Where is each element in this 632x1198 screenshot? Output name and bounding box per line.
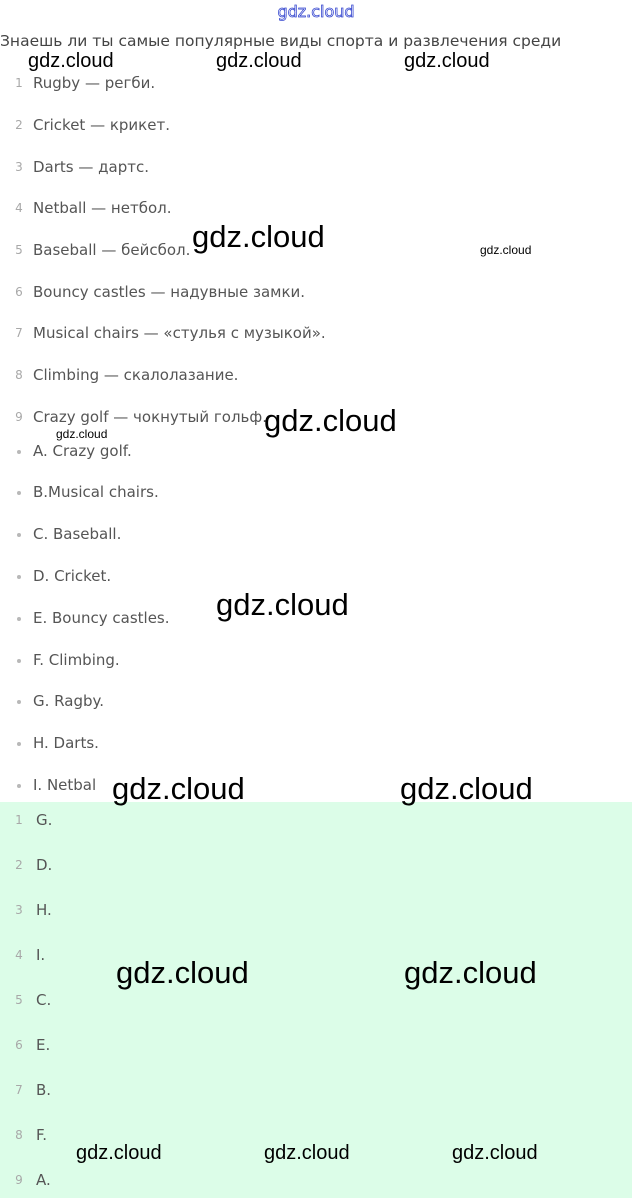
answer-number: 1 — [15, 813, 23, 827]
answer-text: H. — [36, 901, 52, 919]
item-number: 5 — [15, 243, 23, 257]
answer-text: G. — [36, 811, 53, 829]
item-text: Darts — дартс. — [33, 158, 149, 176]
answer-number: 6 — [15, 1038, 23, 1052]
item-text: Rugby — регби. — [33, 74, 156, 92]
watermark: gdz.cloud — [404, 955, 537, 990]
watermark: gdz.cloud — [28, 50, 114, 72]
item-text: G. Ragby. — [33, 692, 104, 710]
item-text: Climbing — скалолазание. — [33, 366, 239, 384]
watermark: gdz.cloud — [76, 1142, 162, 1164]
task-intro: Знаешь ли ты самые популярные виды спорта и развлечения среди — [0, 32, 562, 50]
answer-text: I. — [36, 946, 46, 964]
watermark: gdz.cloud — [264, 1142, 350, 1164]
item-text: H. Darts. — [33, 734, 99, 752]
bullet-dot — [17, 617, 21, 621]
item-number: 2 — [15, 118, 23, 132]
watermark: gdz.cloud — [264, 403, 397, 438]
answer-text: A. — [36, 1171, 51, 1189]
item-text: Crazy golf — чокнутый гольф. — [33, 408, 267, 426]
answer-number: 8 — [15, 1128, 23, 1142]
watermark: gdz.cloud — [452, 1142, 538, 1164]
watermark: gdz.cloud — [56, 427, 108, 441]
bullet-dot — [17, 491, 21, 495]
site-logo[interactable]: gdz.cloud — [277, 2, 355, 21]
answer-text: B. — [36, 1081, 52, 1099]
answer-text: E. — [36, 1036, 51, 1054]
item-text: Bouncy castles — надувные замки. — [33, 283, 306, 301]
item-text: A. Crazy golf. — [33, 442, 132, 460]
item-text: Musical chairs — «стулья с музыкой». — [33, 324, 326, 342]
watermark: gdz.cloud — [112, 771, 245, 806]
watermark: gdz.cloud — [216, 50, 302, 72]
item-number: 4 — [15, 201, 23, 215]
watermark: gdz.cloud — [116, 955, 249, 990]
answer-number: 3 — [15, 903, 23, 917]
item-text: F. Climbing. — [33, 651, 120, 669]
answer-text: F. — [36, 1126, 47, 1144]
answer-text: D. — [36, 856, 53, 874]
item-number: 8 — [15, 368, 23, 382]
bullet-dot — [17, 700, 21, 704]
bullet-dot — [17, 784, 21, 788]
item-number: 6 — [15, 285, 23, 299]
item-text: B.Musical chairs. — [33, 483, 159, 501]
item-number: 7 — [15, 326, 23, 340]
item-number: 3 — [15, 160, 23, 174]
bullet-dot — [17, 742, 21, 746]
item-text: Netball — нетбол. — [33, 199, 172, 217]
item-text: Cricket — крикет. — [33, 116, 170, 134]
bullet-dot — [17, 533, 21, 537]
answer-number: 9 — [15, 1173, 23, 1187]
answer-number: 7 — [15, 1083, 23, 1097]
answer-text: C. — [36, 991, 52, 1009]
item-text: D. Cricket. — [33, 567, 112, 585]
answer-number: 2 — [15, 858, 23, 872]
answers-block — [0, 802, 632, 1198]
item-text: C. Baseball. — [33, 525, 122, 543]
bullet-dot — [17, 659, 21, 663]
item-text: E. Bouncy castles. — [33, 609, 170, 627]
watermark: gdz.cloud — [192, 219, 325, 254]
answer-number: 5 — [15, 993, 23, 1007]
item-number: 1 — [15, 76, 23, 90]
item-text: Baseball — бейсбол. — [33, 241, 191, 259]
watermark: gdz.cloud — [216, 587, 349, 622]
bullet-dot — [17, 575, 21, 579]
watermark: gdz.cloud — [404, 50, 490, 72]
watermark: gdz.cloud — [400, 771, 533, 806]
item-text: I. Netbal — [33, 776, 97, 794]
item-number: 9 — [15, 410, 23, 424]
answer-number: 4 — [15, 948, 23, 962]
watermark: gdz.cloud — [480, 243, 532, 257]
bullet-dot — [17, 450, 21, 454]
